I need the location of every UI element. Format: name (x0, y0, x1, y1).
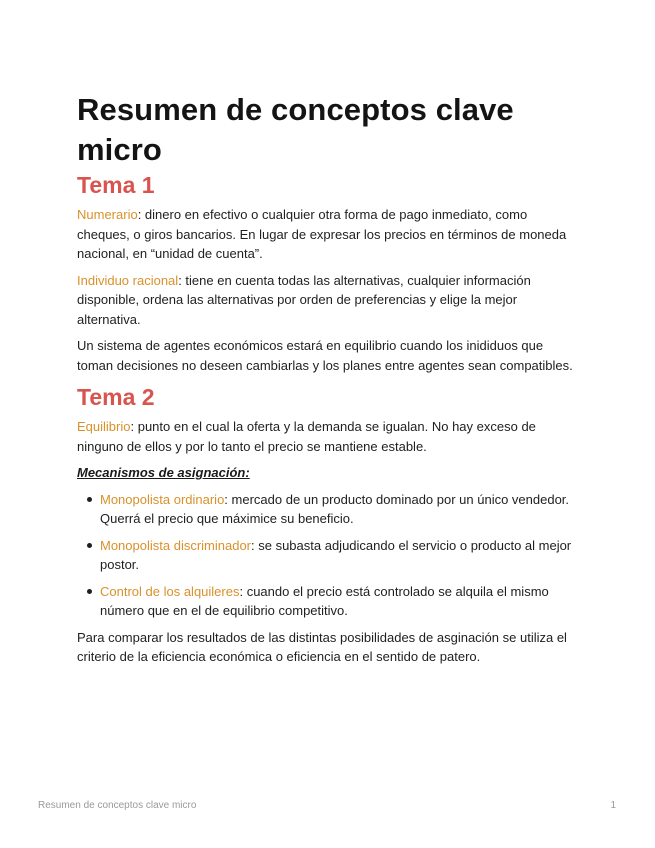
paragraph-individuo-racional (77, 271, 582, 330)
term-numerario: Numerario (77, 207, 138, 222)
bullet-icon (87, 589, 92, 594)
list-item (100, 582, 582, 621)
definition-monopolista-ordinario: : mercado de un producto dominado por un único vendedor. Querrá el precio que máximice su beneficio. (100, 491, 570, 526)
document-body (77, 90, 582, 674)
bullet-icon (87, 543, 92, 548)
paragraph-equilibrio-sistema: Un sistema de agentes económicos estará en equilibrio cuando los inididuos que toman decisiones no deseen cambiarlas y los planes entre agentes sean compatibles. (77, 338, 573, 373)
mecanismos-list (77, 490, 582, 621)
page-number: 1 (610, 800, 616, 811)
term-equilibrio: Equilibrio (77, 419, 131, 434)
footer-title: Resumen de conceptos clave micro (38, 800, 197, 811)
definition-equilibrio: : punto en el cual la oferta y la demanda se igualan. No hay exceso de ninguno de ellos y por lo tanto el precio se mantiene estable. (77, 419, 536, 454)
term-monopolista-discriminador: Monopolista discriminador (100, 537, 252, 553)
list-item (100, 490, 582, 529)
definition-monopolista-discriminador: : se subasta adjudicando el servicio o producto al mejor postor. (100, 537, 572, 572)
term-individuo-racional: Individuo racional (77, 272, 179, 288)
definition-individuo-racional: : tiene en cuenta todas las alternativas, cualquier información disponible, ordena las alternativas por orden de preferencias y elige la mejor alternativa. (77, 272, 531, 327)
term-monopolista-ordinario: Monopolista ordinario (100, 491, 225, 507)
term-control-alquileres: Control de los alquileres (100, 583, 240, 599)
document-title: Resumen de conceptos clave micro (77, 92, 514, 167)
section-heading-tema-2: Tema 2 (77, 384, 155, 410)
section-heading-tema-1: Tema 1 (77, 172, 155, 198)
paragraph-equilibrio (77, 417, 582, 456)
list-item (100, 536, 582, 575)
definition-control-alquileres: : cuando el precio está controlado se alquila el mismo número que en el de equilibrio competitivo. (100, 583, 549, 618)
definition-numerario: : dinero en efectivo o cualquier otra forma de pago inmediato, como cheques, o giros bancarios. En lugar de expresar los precios en términos de moneda nacional, en “unidad de cuenta”. (77, 207, 567, 261)
paragraph-numerario (77, 205, 582, 264)
paragraph-conclusion: Para comparar los resultados de las distintas posibilidades de asginación se utiliza el criterio de la eficiencia económica o eficiencia en el sentido de patero. (77, 629, 567, 664)
bullet-icon (87, 497, 92, 502)
mecanismos-label: Mecanismos de asignación: (77, 465, 250, 480)
